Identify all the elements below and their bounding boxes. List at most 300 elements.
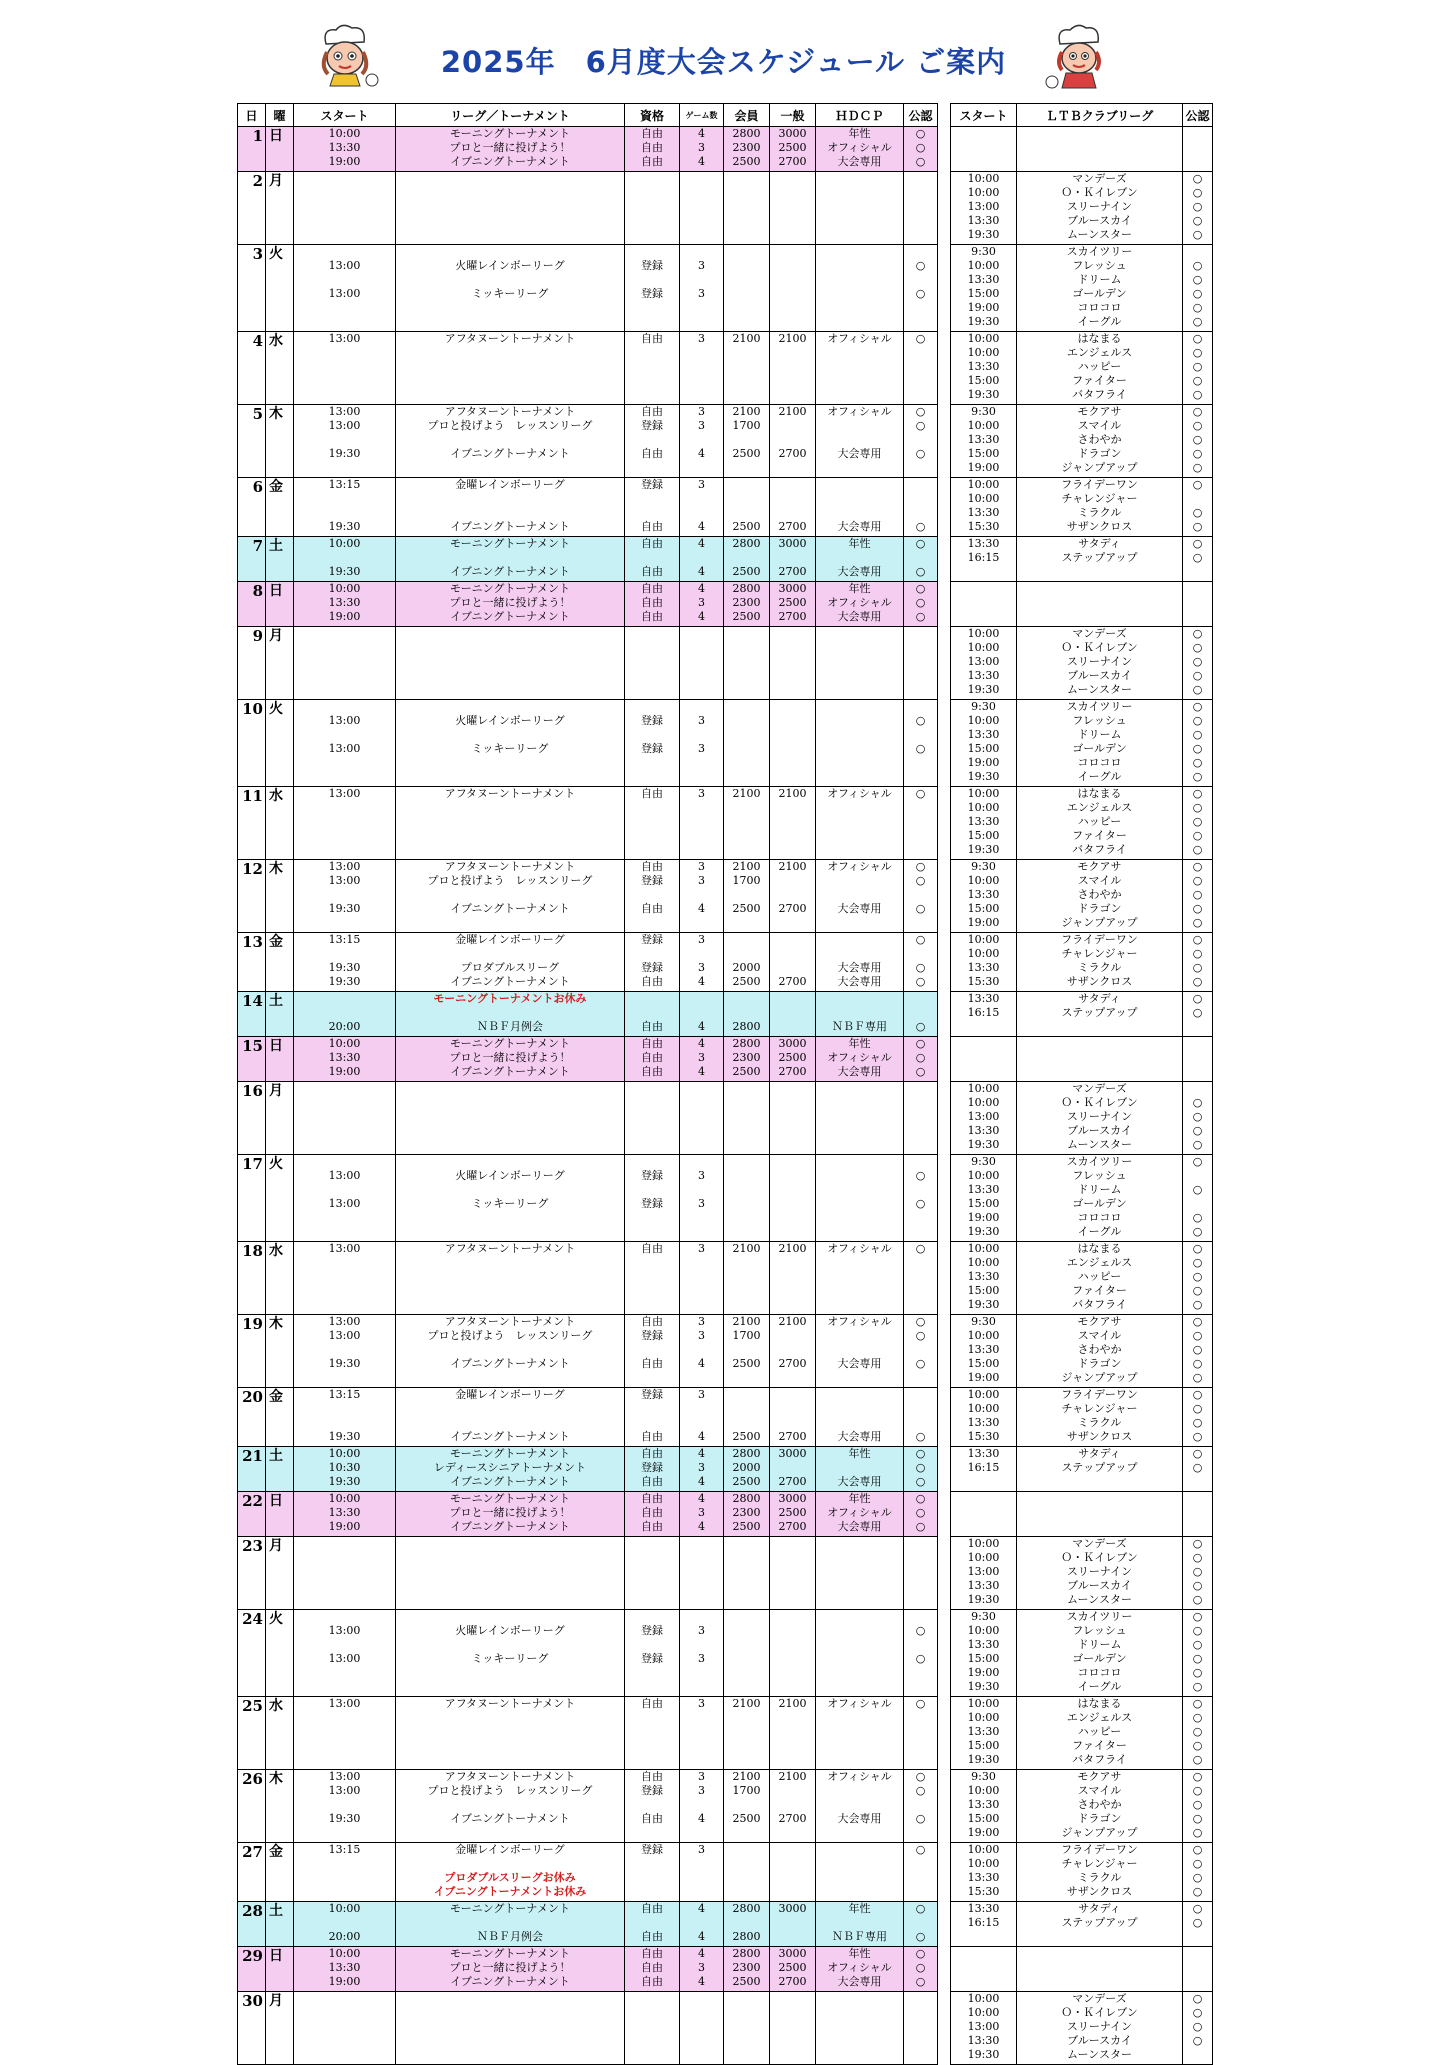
eligibility-cell [625, 1492, 680, 1537]
cell-line: 登録 [641, 287, 663, 300]
games-cell [680, 933, 724, 992]
member-fee-cell [724, 1843, 770, 1902]
cell-line [1183, 1506, 1212, 1520]
cell-line [294, 461, 395, 475]
cell-line [680, 992, 723, 1006]
cell-line: 4 [698, 1520, 705, 1533]
certified-mark: ○ [1192, 1902, 1203, 1915]
cell-line [904, 1225, 937, 1239]
ltb-start-cell [951, 127, 1017, 172]
cell-line [396, 1610, 624, 1624]
cell-line [770, 728, 815, 742]
day-number: 11 [238, 787, 266, 860]
cell-line [294, 346, 395, 360]
cell-line [294, 1725, 395, 1739]
cell-line: アフタヌーントーナメント [444, 332, 576, 345]
cell-line: イブニングトーナメントお休み [433, 1885, 587, 1898]
cell-line [1017, 1506, 1182, 1520]
cell-line [724, 1225, 769, 1239]
hdcp-cell [816, 1388, 904, 1447]
cell-line [724, 1551, 769, 1565]
certified-mark: ○ [1192, 1916, 1203, 1929]
cell-line [396, 245, 624, 259]
cell-line [816, 1711, 903, 1725]
cell-line [1017, 141, 1182, 155]
cell-line [680, 1916, 723, 1930]
ltb-day-row [951, 1902, 1213, 1947]
member-fee-cell [724, 1947, 770, 1992]
column-header: 会員 [724, 104, 770, 127]
certified-mark: ○ [915, 447, 926, 460]
certified-mark: ○ [1192, 433, 1203, 446]
cell-line: 2100 [778, 1315, 807, 1328]
certified-mark: ○ [915, 259, 926, 272]
ltb-certified-cell [1183, 1947, 1213, 1992]
general-fee-cell [770, 1843, 816, 1902]
cell-line: 2800 [732, 1020, 761, 1033]
cell-line [396, 627, 624, 641]
cell-line: 10:00 [967, 259, 1000, 272]
certified-mark: ○ [1192, 1138, 1203, 1151]
hdcp-cell [816, 1992, 904, 2065]
eligibility-cell [625, 1155, 680, 1242]
cell-line: はなまる [1077, 332, 1122, 345]
cell-line [904, 214, 937, 228]
certified-mark: ○ [915, 1430, 926, 1443]
day-number: 29 [238, 1947, 266, 1992]
cell-line [770, 1638, 815, 1652]
cell-line [625, 172, 679, 186]
cell-line [396, 1680, 624, 1694]
cell-line: 10:00 [967, 1697, 1000, 1710]
cell-line: ムーンスター [1067, 228, 1132, 241]
day-of-week: 土 [266, 1447, 294, 1492]
cell-line [904, 245, 937, 259]
ltb-club-cell [1017, 627, 1183, 700]
cell-line [816, 933, 903, 947]
day-of-week: 日 [266, 127, 294, 172]
cell-line [724, 433, 769, 447]
certified-mark: ○ [915, 1461, 926, 1474]
event-name-cell [396, 933, 625, 992]
event-name-cell [396, 627, 625, 700]
cell-line: 2700 [778, 1065, 807, 1078]
cell-line [904, 1343, 937, 1357]
cell-line [680, 888, 723, 902]
day-of-week: 日 [266, 582, 294, 627]
day-of-week: 金 [266, 1843, 294, 1902]
cell-line [1017, 1947, 1182, 1961]
cell-line [680, 1666, 723, 1680]
member-fee-cell [724, 332, 770, 405]
cell-line: 15:30 [967, 1885, 1000, 1898]
cell-line [816, 1753, 903, 1767]
day-row [238, 1315, 938, 1388]
cell-line: 19:00 [967, 1666, 1000, 1679]
cell-line [770, 2048, 815, 2062]
cell-line [680, 770, 723, 784]
cell-line: 自由 [641, 1037, 663, 1050]
certified-mark: ○ [1192, 714, 1203, 727]
cell-line [770, 1916, 815, 1930]
cell-line: 19:30 [328, 902, 361, 915]
cell-line: スカイツリー [1066, 245, 1133, 258]
ltb-start-cell [951, 1902, 1017, 1947]
cell-line [1183, 610, 1212, 624]
cell-line [625, 1638, 679, 1652]
certified-mark: ○ [1192, 520, 1203, 533]
certified-mark: ○ [1192, 1225, 1203, 1238]
hdcp-cell [816, 1082, 904, 1155]
day-number: 13 [238, 933, 266, 992]
cell-line [294, 1798, 395, 1812]
column-header: ゲーム数 [680, 104, 724, 127]
day-row [238, 332, 938, 405]
cell-line: ジャンプアップ [1061, 1826, 1138, 1839]
event-name-cell [396, 700, 625, 787]
cell-line: 自由 [641, 405, 663, 418]
cell-line [724, 287, 769, 301]
cell-line [680, 1551, 723, 1565]
cell-line: 19:30 [967, 1593, 1000, 1606]
general-fee-cell [770, 1537, 816, 1610]
cell-line [680, 829, 723, 843]
cell-line [625, 346, 679, 360]
cell-line [1017, 1520, 1182, 1534]
cell-line: スカイツリー [1066, 1155, 1133, 1168]
certified-mark: ○ [915, 1770, 926, 1783]
cell-line: さわやか [1077, 1798, 1122, 1811]
member-fee-cell [724, 537, 770, 582]
cell-line: 13:15 [328, 933, 361, 946]
cell-line [294, 1225, 395, 1239]
certified-mark: ○ [1192, 2006, 1203, 2019]
cell-line [904, 1798, 937, 1812]
certified-mark: ○ [915, 1652, 926, 1665]
cell-line [625, 669, 679, 683]
certified-mark: ○ [1192, 888, 1203, 901]
cell-line [724, 1885, 769, 1899]
start-cell [294, 1697, 396, 1770]
cell-line [396, 801, 624, 815]
cell-line: 大会専用 [837, 520, 882, 533]
cell-line: 4 [698, 447, 705, 460]
start-cell [294, 1902, 396, 1947]
certified-cell [904, 1537, 938, 1610]
cell-line [724, 1110, 769, 1124]
games-cell [680, 1242, 724, 1315]
day-number: 28 [238, 1902, 266, 1947]
cell-line: 13:30 [967, 1183, 1000, 1196]
cell-line [770, 200, 815, 214]
certified-mark: ○ [915, 1037, 926, 1050]
day-row [238, 1242, 938, 1315]
cell-line [724, 1124, 769, 1138]
cell-line [294, 228, 395, 242]
cell-line [396, 433, 624, 447]
cell-line [1017, 127, 1182, 141]
certified-mark: ○ [1192, 1843, 1203, 1856]
cell-line: 2300 [732, 1961, 761, 1974]
cell-line [816, 770, 903, 784]
cell-line: 2100 [778, 787, 807, 800]
cell-line [625, 627, 679, 641]
eligibility-cell [625, 1037, 680, 1082]
cell-line [680, 669, 723, 683]
cell-line [680, 228, 723, 242]
cell-line: 19:30 [967, 1225, 1000, 1238]
cell-line: 10:00 [328, 582, 361, 595]
certified-mark: ○ [1192, 1537, 1203, 1550]
cell-line [724, 2048, 769, 2062]
cell-line: 登録 [641, 742, 663, 755]
cell-line [951, 610, 1016, 624]
cell-line [625, 186, 679, 200]
cell-line: 3 [698, 1329, 705, 1342]
certified-mark: ○ [915, 332, 926, 345]
cell-line: バタフライ [1072, 388, 1127, 401]
cell-line [625, 1138, 679, 1152]
cell-line [816, 419, 903, 433]
cell-line [904, 1638, 937, 1652]
day-of-week: 金 [266, 1388, 294, 1447]
cell-line [294, 214, 395, 228]
cell-line: チャレンジャー [1061, 492, 1138, 505]
cell-line: 自由 [641, 537, 663, 550]
certified-mark: ○ [1192, 259, 1203, 272]
cell-line: 登録 [641, 1329, 663, 1342]
cell-line [680, 1579, 723, 1593]
cell-line: アフタヌーントーナメント [444, 405, 576, 418]
day-number: 17 [238, 1155, 266, 1242]
cell-line: 10:00 [967, 186, 1000, 199]
day-row [238, 787, 938, 860]
cell-line [770, 172, 815, 186]
cell-line [724, 245, 769, 259]
cell-line: 4 [698, 1902, 705, 1915]
event-name-cell [396, 1610, 625, 1697]
cell-line [904, 1739, 937, 1753]
cell-line [816, 1256, 903, 1270]
ltb-certified-cell [1183, 1492, 1213, 1537]
cell-line: 4 [698, 1930, 705, 1943]
cell-line [770, 1110, 815, 1124]
cell-line: 3 [698, 1697, 705, 1710]
cell-line [625, 1739, 679, 1753]
cell-line [904, 360, 937, 374]
cell-line [770, 388, 815, 402]
start-cell [294, 627, 396, 700]
certified-mark: ○ [915, 419, 926, 432]
day-row [238, 1388, 938, 1447]
cell-line: 13:00 [967, 1110, 1000, 1123]
cell-line [816, 714, 903, 728]
cell-line: 3000 [778, 127, 807, 140]
certified-mark: ○ [1192, 1388, 1203, 1401]
day-number: 14 [238, 992, 266, 1037]
start-cell [294, 127, 396, 172]
general-fee-cell [770, 405, 816, 478]
cell-line [770, 228, 815, 242]
cell-line: 2100 [732, 1242, 761, 1255]
cell-line [680, 315, 723, 329]
cell-line [625, 1371, 679, 1385]
cell-line: 2000 [732, 961, 761, 974]
cell-line [816, 1402, 903, 1416]
certified-mark: ○ [1192, 1298, 1203, 1311]
certified-mark: ○ [1192, 346, 1203, 359]
day-number: 9 [238, 627, 266, 700]
certified-mark: ○ [1192, 700, 1203, 713]
start-cell [294, 992, 396, 1037]
cell-line: 10:00 [967, 1256, 1000, 1269]
cell-line [625, 683, 679, 697]
cell-line [680, 1871, 723, 1885]
cell-line [904, 1371, 937, 1385]
cell-line [770, 655, 815, 669]
cell-line: オフィシャル [827, 1315, 892, 1328]
cell-line: Ｏ・Ｋイレブン [1061, 1551, 1138, 1564]
cell-line [770, 756, 815, 770]
certified-mark: ○ [915, 1975, 926, 1988]
cell-line: 4 [698, 1947, 705, 1960]
cell-line [816, 1992, 903, 2006]
cell-line [770, 770, 815, 784]
cell-line: 15:30 [967, 975, 1000, 988]
cell-line: 10:00 [967, 1711, 1000, 1724]
cell-line [625, 1610, 679, 1624]
cell-line [396, 374, 624, 388]
cell-line [724, 947, 769, 961]
cell-line [770, 1343, 815, 1357]
cell-line: 3 [698, 1388, 705, 1401]
cell-line [770, 700, 815, 714]
cell-line: 19:30 [328, 1812, 361, 1825]
cell-line [770, 2020, 815, 2034]
cell-line: 2500 [778, 1506, 807, 1519]
cell-line [396, 214, 624, 228]
cell-line [770, 374, 815, 388]
event-name-cell [396, 1082, 625, 1155]
cell-line [770, 315, 815, 329]
cell-line: 10:00 [967, 1843, 1000, 1856]
certified-cell [904, 933, 938, 992]
cell-line [625, 1006, 679, 1020]
cell-line: 年性 [848, 1902, 871, 1915]
cell-line [294, 1402, 395, 1416]
ltb-certified-cell [1183, 1155, 1213, 1242]
cell-line [904, 627, 937, 641]
cell-line: 10:00 [967, 1992, 1000, 2005]
cell-line [816, 273, 903, 287]
cell-line [625, 1798, 679, 1812]
cell-line [770, 1197, 815, 1211]
cell-line [294, 1183, 395, 1197]
day-row [238, 1037, 938, 1082]
hdcp-cell [816, 1697, 904, 1770]
cell-line: 自由 [641, 1430, 663, 1443]
certified-mark: ○ [1192, 2034, 1203, 2047]
cell-line [680, 1565, 723, 1579]
cell-line [396, 346, 624, 360]
cell-line [625, 992, 679, 1006]
cell-line: 2500 [732, 1357, 761, 1370]
cell-line [625, 1416, 679, 1430]
cell-line [625, 1155, 679, 1169]
cell-line: マンデーズ [1072, 1082, 1127, 1095]
cell-line [724, 1593, 769, 1607]
certified-mark: ○ [1192, 1124, 1203, 1137]
certified-mark: ○ [1192, 273, 1203, 286]
cell-line [294, 1551, 395, 1565]
cell-line: プロと一緒に投げよう！ [449, 596, 571, 609]
cell-line [396, 1416, 624, 1430]
cell-line [680, 1725, 723, 1739]
start-cell [294, 1992, 396, 2065]
cell-line [294, 1593, 395, 1607]
cell-line [724, 728, 769, 742]
ltb-day-row [951, 1697, 1213, 1770]
cell-line [625, 1579, 679, 1593]
cell-line [680, 1739, 723, 1753]
ltb-club-cell [1017, 1155, 1183, 1242]
cell-line [724, 992, 769, 1006]
cell-line [625, 829, 679, 843]
ltb-club-cell [1017, 1447, 1183, 1492]
certified-mark: ○ [1192, 1371, 1203, 1384]
start-cell [294, 1610, 396, 1697]
cell-line [724, 1388, 769, 1402]
cell-line [294, 186, 395, 200]
cell-line: プロと投げよう レッスンリーグ [427, 874, 593, 887]
cell-line [396, 1857, 624, 1871]
cell-line: ブルースカイ [1067, 1579, 1132, 1592]
cell-line [816, 756, 903, 770]
cell-line: 10:00 [328, 1947, 361, 1960]
cell-line [951, 1051, 1016, 1065]
cell-line [904, 1211, 937, 1225]
cell-line: ジャンプアップ [1061, 916, 1138, 929]
cell-line [396, 172, 624, 186]
cell-line: 13:30 [328, 1961, 361, 1974]
column-header: 公認 [904, 104, 938, 127]
cell-line [396, 2006, 624, 2020]
cell-line: 3 [698, 1961, 705, 1974]
day-row [238, 1537, 938, 1610]
day-number: 27 [238, 1843, 266, 1902]
cell-line [625, 315, 679, 329]
ltb-start-cell [951, 1843, 1017, 1902]
member-fee-cell [724, 787, 770, 860]
cell-line: 10:00 [328, 537, 361, 550]
cell-line: チャレンジャー [1061, 1402, 1138, 1415]
hdcp-cell [816, 405, 904, 478]
cell-line [396, 815, 624, 829]
ltb-day-row [951, 992, 1213, 1037]
cell-line [680, 461, 723, 475]
cell-line [770, 1183, 815, 1197]
cell-line: 2500 [732, 520, 761, 533]
cell-line [294, 801, 395, 815]
cell-line: 13:30 [967, 506, 1000, 519]
event-name-cell [396, 1843, 625, 1902]
general-fee-cell [770, 1770, 816, 1843]
start-cell [294, 1447, 396, 1492]
ltb-club-cell [1017, 1388, 1183, 1447]
eligibility-cell [625, 627, 680, 700]
cell-line [724, 1624, 769, 1638]
certified-cell [904, 787, 938, 860]
